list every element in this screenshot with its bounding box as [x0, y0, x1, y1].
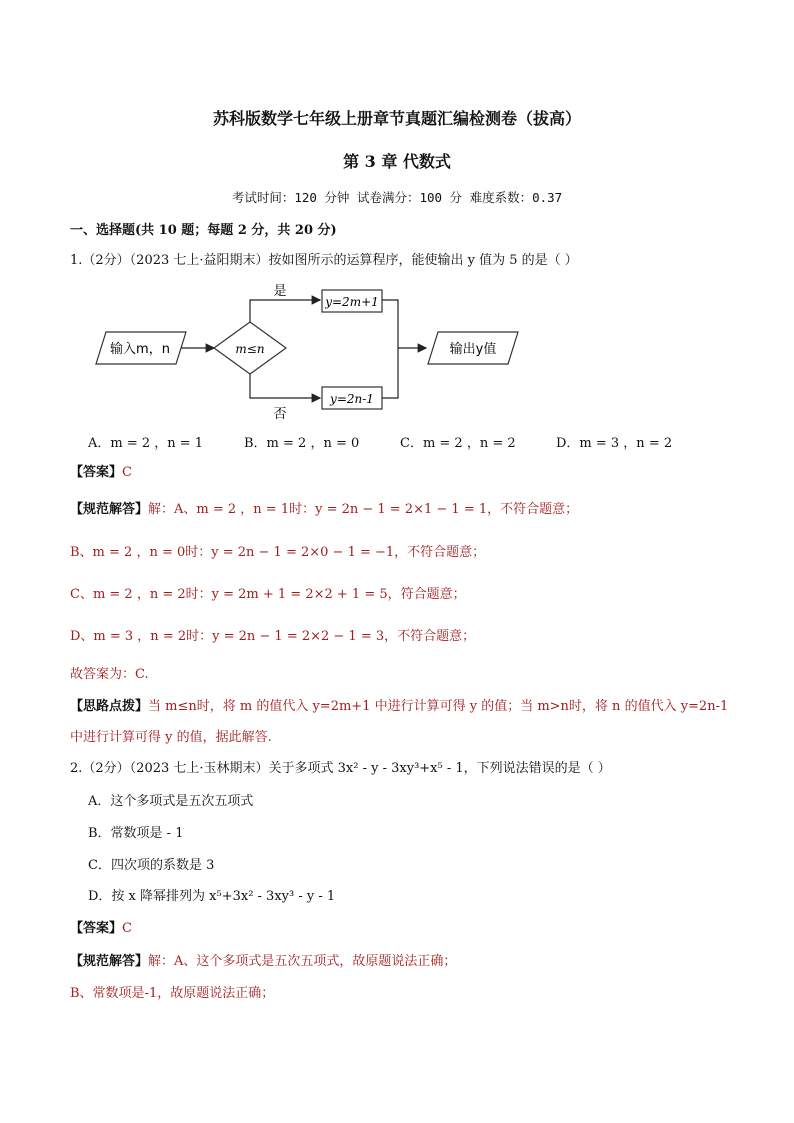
q2-option-d: D．按 x 降幂排列为 x⁵+3x² - 3xy³ - y - 1: [88, 889, 336, 904]
q1-answer: [70, 464, 132, 482]
answer-value: C: [122, 465, 132, 480]
q1-option-c: C．m = 2 ，n = 2: [400, 436, 516, 451]
yes-label: 是: [273, 284, 287, 299]
hint-tag: 【思路点拨】: [70, 699, 149, 714]
q1-hint-line-1: 【思路点拨】当 m≤n时，将 m 的值代入 y=2m+1 中进行计算可得 y 的值；当 m>n时，将 n 的值代入 y=2n-1: [70, 699, 729, 714]
q2-option-a: A．这个多项式是五次五项式: [88, 794, 254, 809]
solution-tag: 【规范解答】: [70, 502, 149, 517]
flowchart: [88, 280, 528, 424]
section-heading: 一、选择题(共 10 题；每题 2 分，共 20 分): [70, 223, 337, 238]
q1-hint-line-2: 中进行计算可得 y 的值，据此解答.: [70, 730, 272, 745]
q1-solution-line-3: C、m = 2 ，n = 2时：y = 2m + 1 = 2×2 + 1 = 5，符合题意；: [70, 587, 466, 602]
answer-tag: 【答案】: [70, 465, 123, 480]
question-1-stem: 1.（2分）（2023 七上·益阳期末）按如图所示的运算程序，能使输出 y 值为 5 的是（ ）: [70, 253, 578, 268]
q2-answer: 【答案】C: [70, 921, 132, 936]
document-title: 苏科版数学七年级上册章节真题汇编检测卷（拔高）: [212, 109, 581, 128]
question-2-stem: 2.（2分）（2023 七上·玉林期末）关于多项式 3x² - y - 3xy³+x⁵ - 1，下列说法错误的是（ ）: [70, 761, 611, 776]
q1-conclusion: 故答案为：C.: [70, 667, 149, 682]
q1-solution-line-4: D、m = 3 ，n = 2时：y = 2n − 1 = 2×2 − 1 = 3，不符合题意；: [70, 629, 476, 644]
output-label: 输出y值: [449, 342, 497, 357]
q2-solution-line-1: 【规范解答】解：A、这个多项式是五次五项式，故原题说法正确；: [70, 954, 457, 969]
q1-option-a: A．m = 2 ，n = 1: [88, 436, 204, 451]
q1-option-d: D．m = 3 ，n = 2: [556, 436, 673, 451]
no-label: 否: [273, 407, 287, 420]
bottom-formula-label: y=2n-1: [330, 392, 374, 406]
q1-solution-line-2: B、m = 2 ，n = 0时：y = 2n − 1 = 2×0 − 1 = −1，不符合题意；: [70, 545, 486, 560]
chapter-title: 第 3 章 代数式: [343, 152, 451, 171]
top-formula-label: y=2m+1: [325, 295, 379, 309]
q1-option-b: B．m = 2 ，n = 0: [244, 436, 360, 451]
input-label: 输入m，n: [110, 342, 170, 357]
q1-solution-line-1: 【规范解答】解：A、m = 2 ，n = 1时：y = 2n − 1 = 2×1 − 1 = 1，不符合题意；: [70, 502, 579, 517]
q2-option-b: B．常数项是 - 1: [88, 826, 184, 841]
q2-option-c: C．四次项的系数是 3: [88, 858, 215, 873]
condition-label: m≤n: [235, 342, 265, 356]
exam-meta: 考试时间：120 分钟 试卷满分：100 分 难度系数：0.37: [231, 190, 563, 205]
q2-solution-line-2: B、常数项是-1，故原题说法正确；: [70, 986, 275, 1001]
